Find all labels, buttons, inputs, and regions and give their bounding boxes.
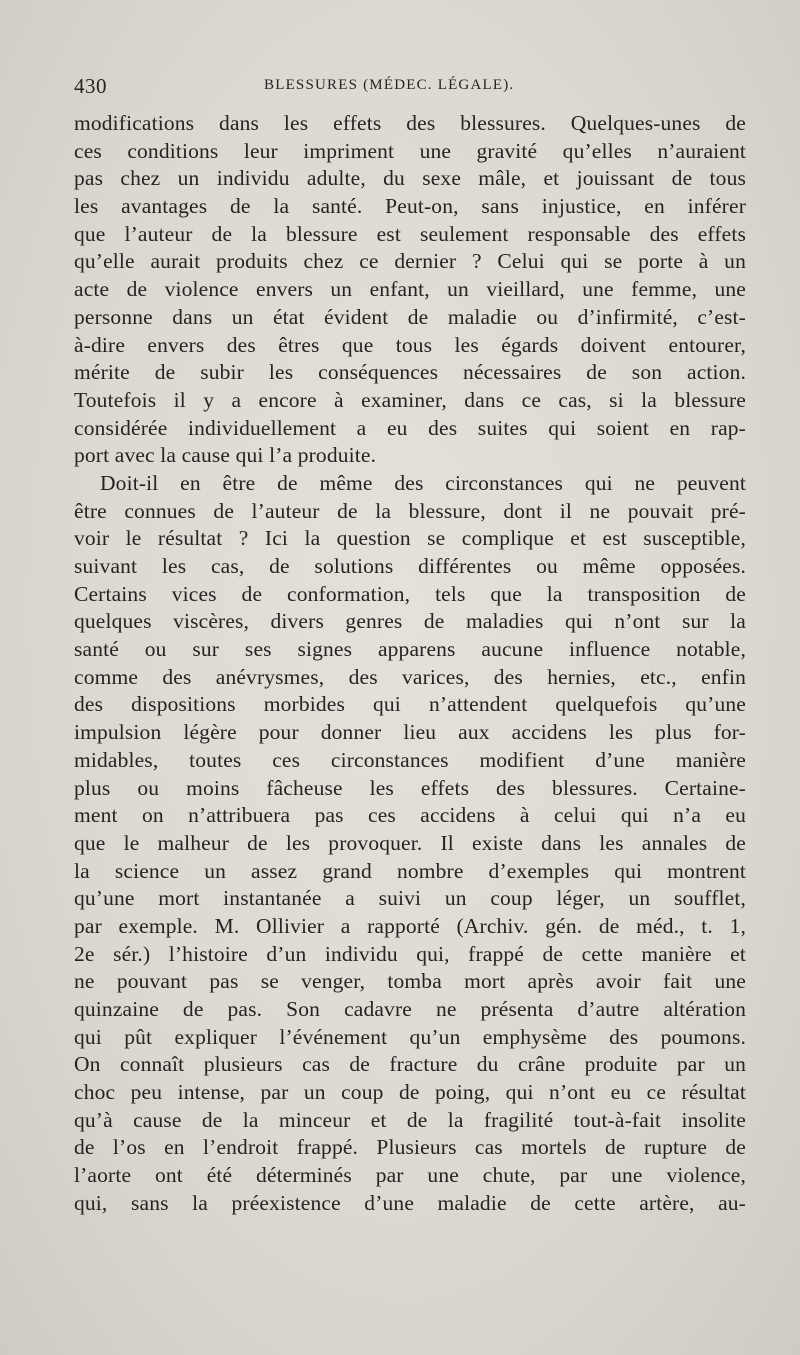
text-line: voir le résultat ? Ici la question se complique et est susceptible, [74, 526, 746, 551]
text-line: être connues de l’auteur de la blessure, dont il ne pouvait pré- [74, 498, 746, 523]
text-line: acte de violence envers un enfant, un vieillard, une femme, une [74, 277, 746, 302]
text-line: ces conditions leur impriment une gravité qu’elles n’auraient [74, 138, 746, 163]
text-line: santé ou sur ses signes apparens aucune influence notable, [74, 637, 746, 662]
text-line: plus ou moins fâcheuse les effets des blessures. Certaine- [74, 775, 746, 800]
running-title: BLESSURES (MÉDEC. LÉGALE). [264, 77, 515, 93]
text-line: à-dire envers des êtres que tous les égards doivent entourer, [74, 332, 746, 357]
text-line: qu’à cause de la minceur et de la fragilité tout-à-fait insolite [74, 1107, 746, 1132]
text-line: modifications dans les effets des blessures. Quelques-unes de [74, 111, 746, 135]
text-line: des dispositions morbides qui n’attendent quelquefois qu’une [74, 692, 746, 717]
text-line: qu’elle aurait produits chez ce dernier ? Celui qui se porte à un [74, 249, 746, 274]
text-line: ment on n’attribuera pas ces accidens à celui qui n’a eu [74, 803, 746, 828]
text-line: Doit-il en être de même des circonstances qui ne peuvent [100, 470, 746, 495]
text-line: ne pouvant pas se venger, tomba mort après avoir fait une [74, 969, 746, 994]
text-line: impulsion légère pour donner lieu aux accidens les plus for- [74, 720, 746, 745]
text-line: la science un assez grand nombre d’exemples qui montrent [74, 858, 746, 883]
body-text [74, 110, 746, 1218]
text-line: de l’os en l’endroit frappé. Plusieurs cas mortels de rupture de [74, 1135, 746, 1160]
text-line: considérée individuellement a eu des suites qui soient en rap- [74, 415, 746, 440]
text-line: pas chez un individu adulte, du sexe mâle, et jouissant de tous [74, 166, 746, 191]
text-line: suivant les cas, de solutions différentes ou même opposées. [74, 554, 746, 578]
text-line: que l’auteur de la blessure est seulement responsable des effets [74, 221, 746, 246]
text-line: port avec la cause qui l’a produite. [74, 443, 377, 468]
page-number: 430 [74, 74, 107, 98]
text-line: Toutefois il y a encore à examiner, dans ce cas, si la blessure [74, 387, 746, 412]
text-line: par exemple. M. Ollivier a rapporté (Archiv. gén. de méd., t. 1, [74, 913, 746, 938]
text-line: On connaît plusieurs cas de fracture du crâne produite par un [74, 1052, 746, 1077]
text-line: qui pût expliquer l’événement qu’un emphysème des poumons. [74, 1024, 746, 1049]
text-line: midables, toutes ces circonstances modifient d’une manière [74, 747, 746, 772]
text-line: 2e sér.) l’histoire d’un individu qui, frappé de cette manière et [74, 941, 746, 966]
text-line: qui, sans la préexistence d’une maladie de cette artère, au- [74, 1190, 746, 1215]
text-line: que le malheur de les provoquer. Il existe dans les annales de [74, 830, 746, 855]
text-line: quinzaine de pas. Son cadavre ne présenta d’autre altération [74, 997, 746, 1021]
text-line: quelques viscères, divers genres de maladies qui n’ont sur la [74, 609, 746, 634]
text-line: comme des anévrysmes, des varices, des hernies, etc., enfin [74, 664, 746, 689]
text-line: choc peu intense, par un coup de poing, qui n’ont eu ce résultat [74, 1080, 746, 1105]
running-header [74, 74, 746, 100]
text-line: les avantages de la santé. Peut-on, sans injustice, en inférer [74, 194, 746, 219]
text-line: qu’une mort instantanée a suivi un coup léger, un soufflet, [74, 886, 746, 911]
text-line: personne dans un état évident de maladie ou d’infirmité, c’est- [74, 304, 746, 329]
text-line: Certains vices de conformation, tels que la transposition de [74, 581, 746, 606]
text-line: mérite de subir les conséquences nécessaires de son action. [74, 360, 746, 385]
text-line: l’aorte ont été déterminés par une chute, par une violence, [74, 1163, 746, 1188]
